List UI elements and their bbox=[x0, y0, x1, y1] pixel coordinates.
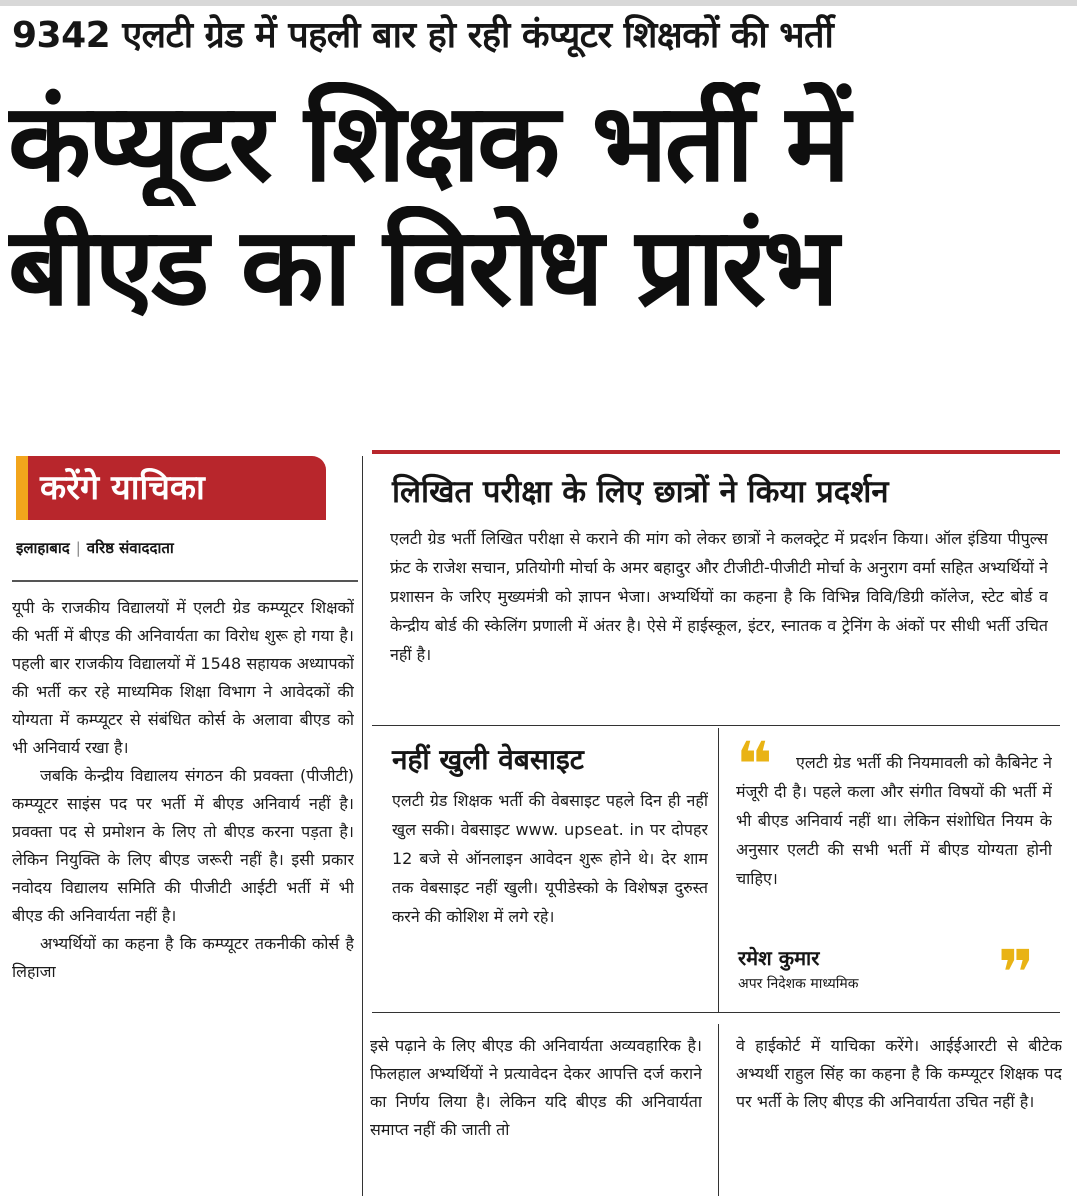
quote-author-role: अपर निदेशक माध्यमिक bbox=[738, 976, 859, 992]
column-divider bbox=[362, 456, 363, 1196]
quote-author-name: रमेश कुमार bbox=[738, 946, 820, 970]
story-column-2 bbox=[370, 1032, 702, 1196]
story-paragraph-1: यूपी के राजकीय विद्यालयों में एलटी ग्रेड कम्प्यूटर शिक्षकों की भर्ती में बीएड की अनिवार्यता का विरोध शुरू हो गया है। पहली बार राजकीय विद्यालयों में 1548 सहायक अध्यापकों की भर्ती कर रहे माध्यमिक शिक्षा विभाग ने आवेदकों की योग्यता में कम्प्यूटर से संबंधित कोर्स के अलावा बीएड को भी अनिवार्य रखा है। bbox=[12, 598, 354, 757]
quote-open-icon: ❝ bbox=[736, 728, 773, 801]
byline-reporter: वरिष्ठ संवाददाता bbox=[86, 539, 174, 557]
protest-box-top-rule bbox=[372, 450, 1060, 454]
story-paragraph-2: जबकि केन्द्रीय विद्यालय संगठन की प्रवक्ता (पीजीटी) कम्प्यूटर साइंस पद पर भर्ती में बीएड अनिवार्य नहीं है। प्रवक्ता पद से प्रमोशन के लिए तो बीएड करना पड़ता है। लेकिन नियुक्ति के लिए बीएड जरूरी नहीं है। इसी प्रकार नवोदय विद्यालय समिति की पीजीटी आईटी भर्ती में भी बीएड की अनिवार्यता नहीं है। bbox=[12, 766, 354, 925]
story-column-3 bbox=[736, 1032, 1062, 1196]
website-box-title: नहीं खुली वेबसाइट bbox=[392, 743, 584, 776]
story-paragraph-4: इसे पढ़ाने के लिए बीएड की अनिवार्यता अव्यवहारिक है। फिलहाल अभ्यर्थियों ने प्रत्यावेदन देकर आपत्ति दर्ज कराने का निर्णय लिया है। लेकिन यदि बीएड की अनिवार्यता समाप्त नहीं की जाती तो bbox=[370, 1036, 702, 1139]
lower-box-rule bbox=[372, 1012, 1060, 1013]
story-column-1 bbox=[12, 594, 354, 1194]
headline-line-2: बीएड का विरोध प्रारंभ bbox=[8, 206, 836, 330]
protest-box-bottom-rule bbox=[372, 725, 1060, 726]
column-divider-lower bbox=[718, 1024, 719, 1196]
protest-box-title: लिखित परीक्षा के लिए छात्रों ने किया प्रदर्शन bbox=[392, 474, 889, 510]
byline-place: इलाहाबाद bbox=[16, 539, 70, 557]
quote-close-icon: ❞ bbox=[998, 936, 1035, 1009]
section-label-text: करेंगे याचिका bbox=[40, 468, 205, 508]
headline-line-1: कंप्यूटर शिक्षक भर्ती में bbox=[8, 82, 848, 206]
quote-text bbox=[736, 748, 1052, 938]
box-divider bbox=[718, 728, 719, 1012]
byline-separator: | bbox=[75, 539, 81, 557]
byline bbox=[16, 538, 336, 558]
story-paragraph-5: वे हाईकोर्ट में याचिका करेंगे। आईईआरटी से बीटेक अभ्यर्थी राहुल सिंह का कहना है कि कम्प्यूटर शिक्षक पद पर भर्ती के लिए बीएड की अनिवार्यता उचित नहीं है। bbox=[736, 1036, 1062, 1111]
protest-box-text: एलटी ग्रेड भर्ती लिखित परीक्षा से कराने की मांग को लेकर छात्रों ने कलक्ट्रेट में प्रदर्शन किया। ऑल इंडिया पीपुल्स फ्रंट के राजेश सचान, प्रतियोगी मोर्चा के अमर बहादुर और टीजीटी-पीजीटी मोर्चा के अनुराग वर्मा सहित अभ्यर्थियों ने प्रशासन के जरिए मुख्यमंत्री को ज्ञापन भेजा। अभ्यर्थियों का कहना है कि विभिन्न विवि/डिग्री कॉलेज, स्टेट बोर्ड व केन्द्रीय बोर्ड की स्केलिंग प्रणाली में अंतर है। ऐसे में हाईस्कूल, इंटर, स्नातक व ट्रेनिंग के अंकों पर सीधी भर्ती उचित नहीं है। bbox=[390, 529, 1048, 664]
main-headline bbox=[8, 82, 1068, 330]
section-label-tab bbox=[16, 456, 28, 520]
section-label bbox=[16, 456, 326, 520]
website-box-text: एलटी ग्रेड शिक्षक भर्ती की वेबसाइट पहले दिन ही नहीं खुल सकी। वेबसाइट www. upseat. in पर दोपहर 12 बजे से ऑनलाइन आवेदन शुरू होने थे। देर शाम तक वेबसाइट नहीं खुली। यूपीडेस्को के विशेषज्ञ दुरुस्त करने की कोशिश में लगे रहे। bbox=[392, 791, 708, 926]
story-paragraph-3: अभ्यर्थियों का कहना है कि कम्प्यूटर तकनीकी कोर्स है लिहाजा bbox=[12, 934, 354, 981]
quote-paragraph: एलटी ग्रेड भर्ती की नियमावली को कैबिनेट ने मंजूरी दी है। पहले कला और संगीत विषयों की भर्ती में भी बीएड अनिवार्य नहीं था। लेकिन संशोधित नियम के अनुसार एलटी की सभी भर्ती में बीएड योग्यता होनी चाहिए। bbox=[736, 753, 1052, 888]
byline-rule bbox=[12, 580, 358, 582]
kicker-headline: 9342 एलटी ग्रेड में पहली बार हो रही कंप्यूटर शिक्षकों की भर्ती bbox=[12, 15, 834, 56]
